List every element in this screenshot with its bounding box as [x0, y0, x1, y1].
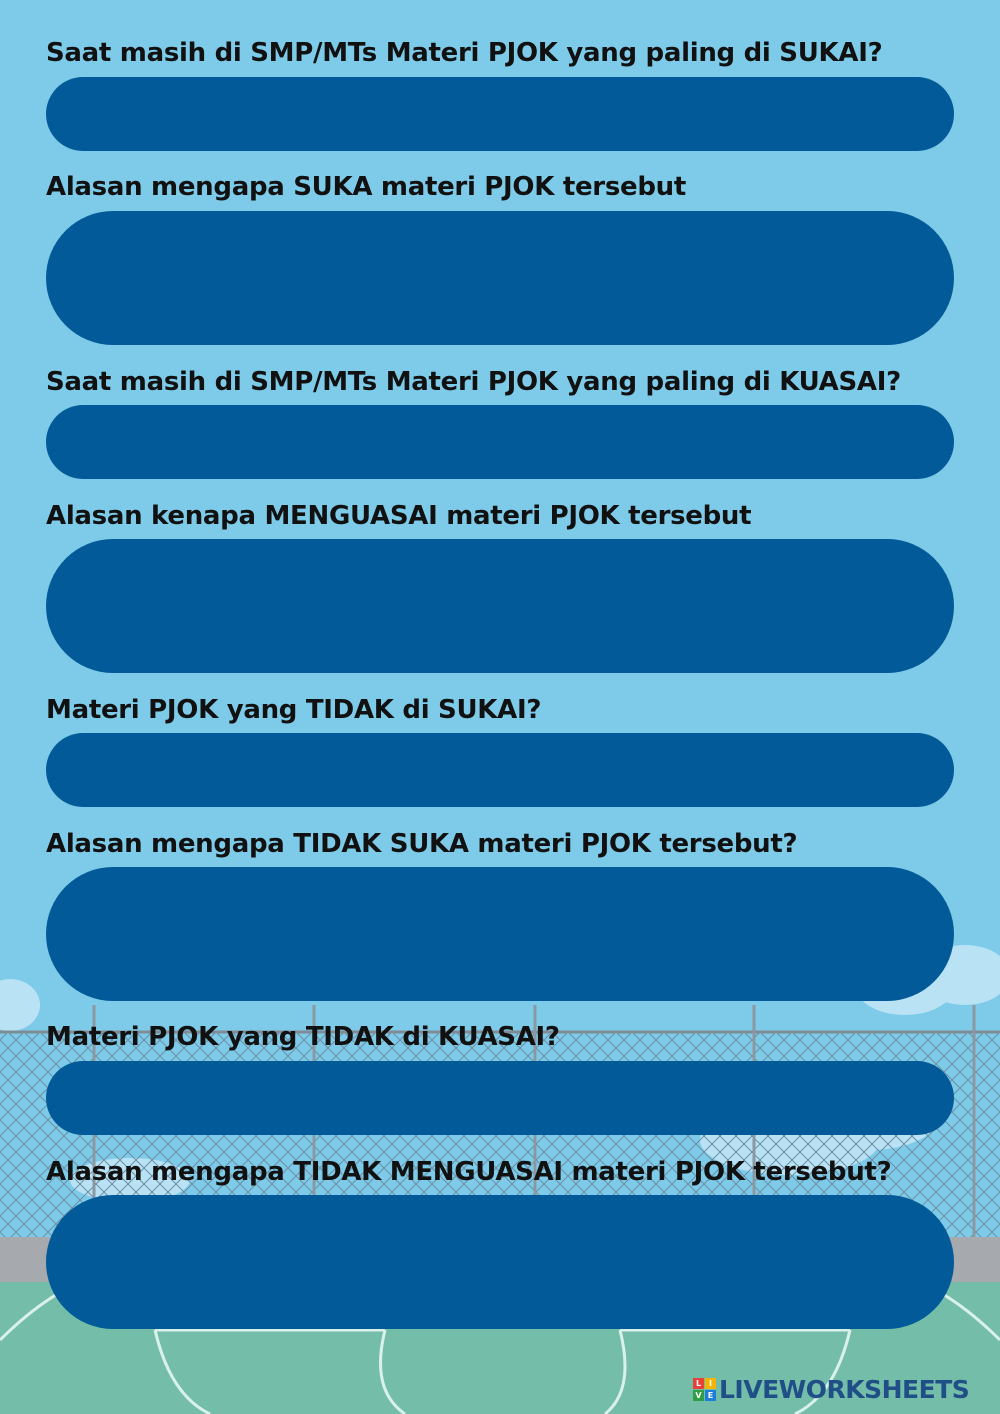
question-4: Alasan kenapa MENGUASAI materi PJOK tersebut	[46, 501, 752, 531]
answer-box-2[interactable]	[46, 211, 954, 345]
logo-text: LIVEWORKSHEETS	[719, 1375, 970, 1404]
question-5: Materi PJOK yang TIDAK di SUKAI?	[46, 695, 542, 725]
question-2: Alasan mengapa SUKA materi PJOK tersebut	[46, 172, 686, 202]
question-3: Saat masih di SMP/MTs Materi PJOK yang paling di KUASAI?	[46, 367, 901, 397]
answer-box-3[interactable]	[46, 405, 954, 479]
answer-box-8[interactable]	[46, 1195, 954, 1329]
answer-box-6[interactable]	[46, 867, 954, 1001]
answer-box-5[interactable]	[46, 733, 954, 807]
question-8: Alasan mengapa TIDAK MENGUASAI materi PJOK tersebut?	[46, 1157, 892, 1187]
answer-box-4[interactable]	[46, 539, 954, 673]
liveworksheets-logo-icon: L I V E	[693, 1378, 716, 1401]
question-7: Materi PJOK yang TIDAK di KUASAI?	[46, 1022, 560, 1052]
liveworksheets-logo[interactable]	[693, 1375, 969, 1404]
question-1: Saat masih di SMP/MTs Materi PJOK yang paling di SUKAI?	[46, 38, 883, 68]
answer-box-7[interactable]	[46, 1061, 954, 1135]
question-6: Alasan mengapa TIDAK SUKA materi PJOK tersebut?	[46, 829, 798, 859]
answer-box-1[interactable]	[46, 77, 954, 151]
